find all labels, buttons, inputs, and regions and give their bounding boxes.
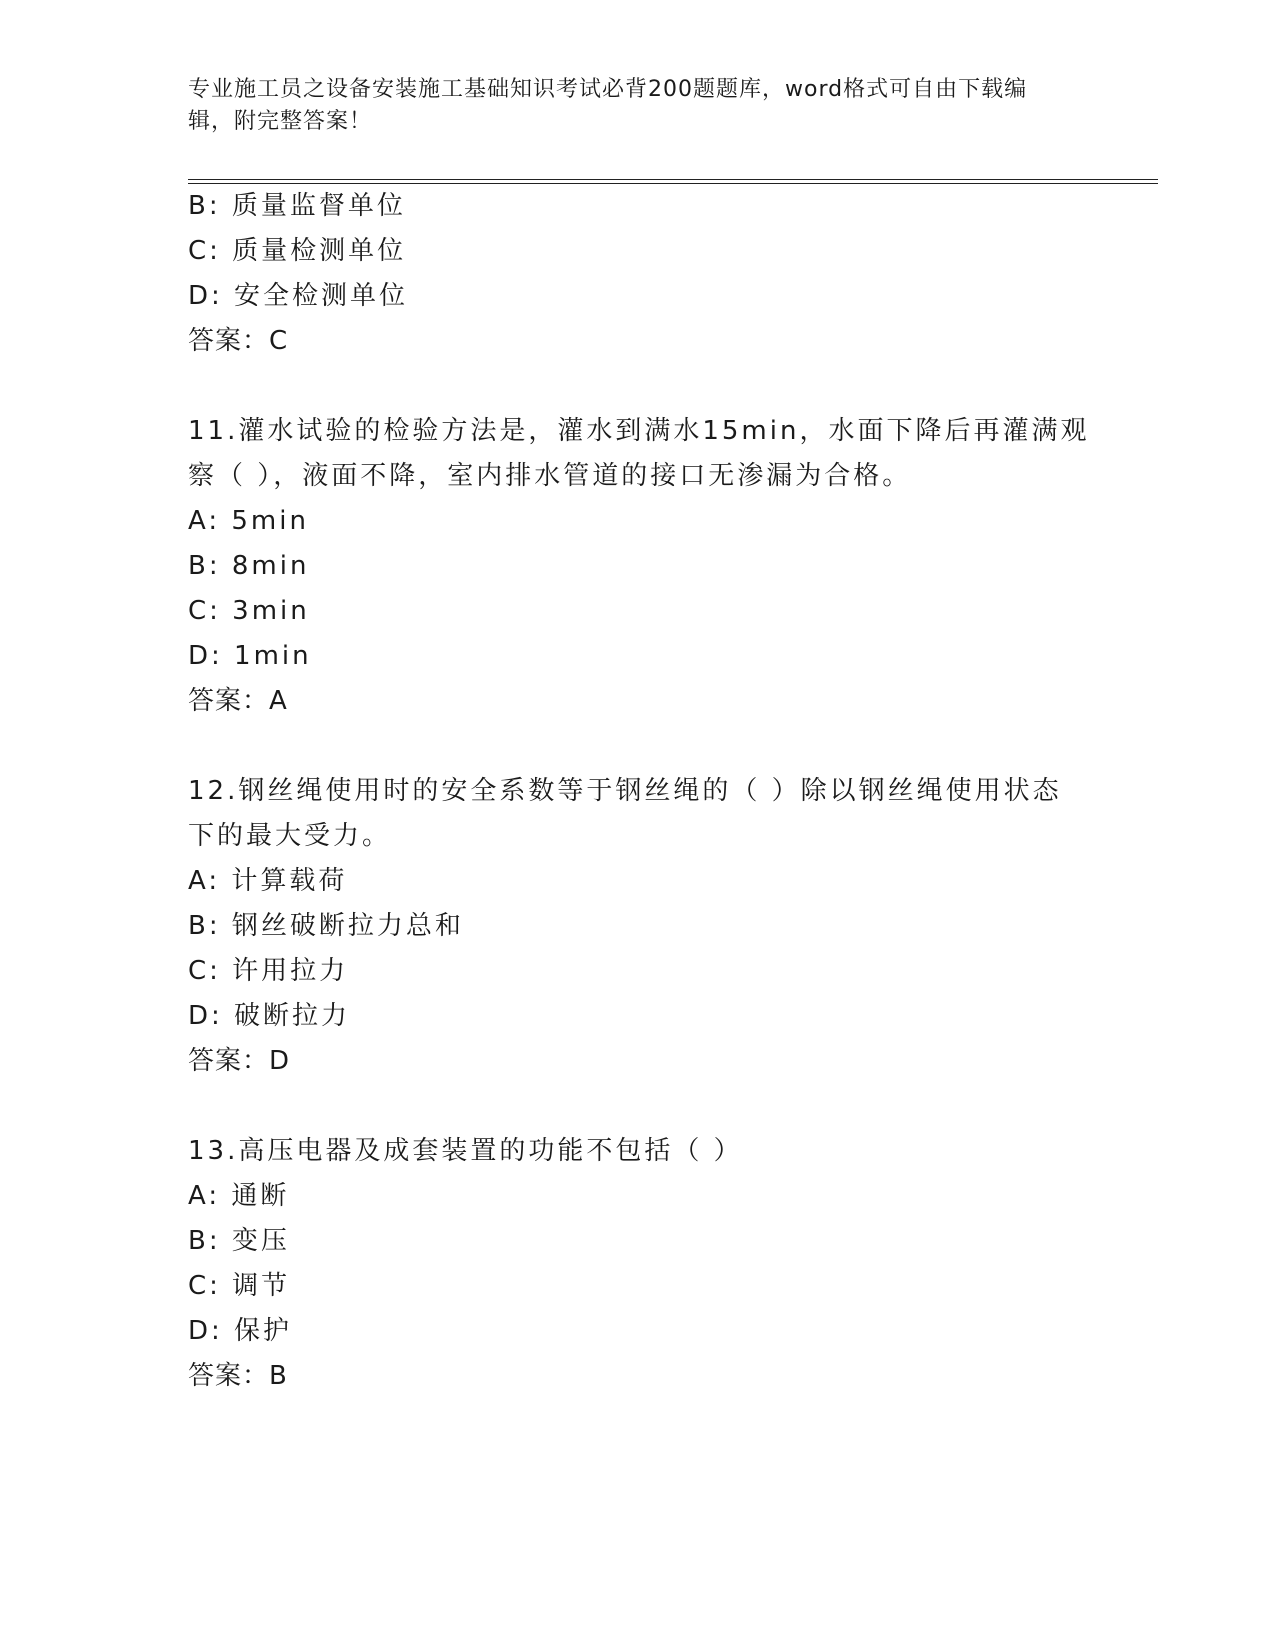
q10-option-b: B: 质量监督单位 <box>188 191 406 221</box>
header-rule-top <box>188 179 1158 180</box>
q11-answer: 答案：A <box>188 686 288 716</box>
q13-option-b: B: 变压 <box>188 1226 290 1256</box>
q12-option-c: C: 许用拉力 <box>188 956 349 986</box>
q13-answer: 答案：B <box>188 1361 288 1391</box>
q11-option-a: A: 5min <box>188 506 309 536</box>
q12-stem-line1: 12.钢丝绳使用时的安全系数等于钢丝绳的（ ）除以钢丝绳使用状态 <box>188 776 1062 806</box>
q11-stem-line1: 11.灌水试验的检验方法是，灌水到满水15min，水面下降后再灌满观 <box>188 416 1090 446</box>
q10-answer: 答案：C <box>188 326 289 356</box>
q13-option-d: D: 保护 <box>188 1316 293 1346</box>
q12-option-d: D: 破断拉力 <box>188 1001 351 1031</box>
q11-option-c: C: 3min <box>188 596 310 626</box>
q12-option-a: A: 计算载荷 <box>188 866 348 896</box>
q12-stem-line2: 下的最大受力。 <box>188 821 392 851</box>
q10-option-c: C: 质量检测单位 <box>188 236 407 266</box>
q12-answer: 答案：D <box>188 1046 291 1076</box>
q11-option-d: D: 1min <box>188 641 312 671</box>
q11-option-b: B: 8min <box>188 551 310 581</box>
q12-option-b: B: 钢丝破断拉力总和 <box>188 911 464 941</box>
q11-stem-line2: 察（ ），液面不降，室内排水管道的接口无渗漏为合格。 <box>188 461 912 491</box>
q13-option-a: A: 通断 <box>188 1181 290 1211</box>
q10-option-d: D: 安全检测单位 <box>188 281 409 311</box>
header-rule-bottom <box>188 183 1158 184</box>
q13-option-c: C: 调节 <box>188 1271 291 1301</box>
document-header: 专业施工员之设备安装施工基础知识考试必背200题题库，word格式可自由下载编辑，附完整答案！ <box>188 77 1028 134</box>
q13-stem: 13.高压电器及成套装置的功能不包括（ ） <box>188 1136 743 1166</box>
